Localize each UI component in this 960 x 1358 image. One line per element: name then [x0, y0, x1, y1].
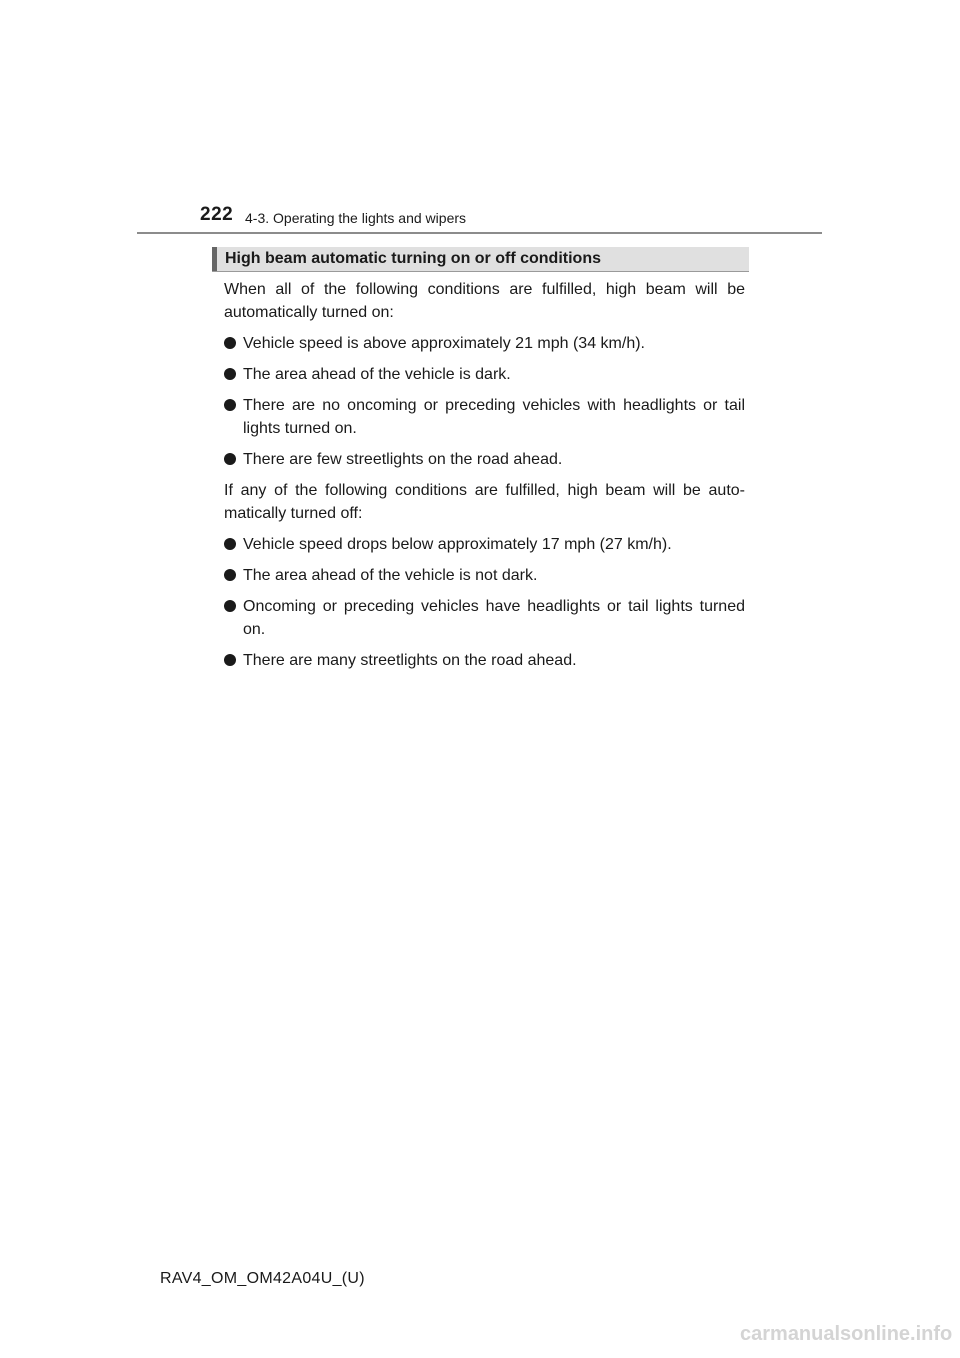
bullet-dot-icon [224, 337, 236, 349]
on-condition-text: Vehicle speed is above approximately 21 mph (34 km/h). [243, 335, 645, 352]
on-condition-item [224, 363, 745, 386]
off-condition-text: The area ahead of the vehicle is not dark. [243, 567, 538, 584]
content-body [224, 278, 745, 680]
on-condition-item [224, 394, 745, 440]
off-condition-text: There are many streetlights on the road ahead. [243, 652, 577, 669]
off-condition-text: Vehicle speed drops below approximately 17 mph (27 km/h). [243, 536, 672, 553]
section-title: 4-3. Operating the lights and wipers [245, 210, 467, 226]
watermark: carmanualsonline.info [740, 1323, 953, 1345]
off-condition-item [224, 564, 745, 587]
off-condition-item [224, 595, 745, 641]
off-condition-item [224, 533, 745, 556]
bullet-dot-icon [224, 600, 236, 612]
bullet-dot-icon [224, 538, 236, 550]
section-heading [212, 247, 749, 272]
on-condition-text: The area ahead of the vehicle is dark. [243, 366, 511, 383]
header-rule [137, 232, 822, 234]
on-condition-item [224, 332, 745, 355]
on-condition-item [224, 448, 745, 471]
bullet-dot-icon [224, 399, 236, 411]
on-condition-text: There are no oncoming or preceding vehicles with headlights or tail lights turned on. [243, 397, 745, 437]
bullet-dot-icon [224, 368, 236, 380]
footer-doc-code: RAV4_OM_OM42A04U_(U) [160, 1270, 365, 1287]
heading-accent-bar [212, 247, 217, 271]
off-intro-paragraph: If any of the following conditions are fulfilled, high beam will be auto-matically turned off: [224, 482, 745, 522]
bullet-dot-icon [224, 453, 236, 465]
off-condition-item [224, 649, 745, 672]
on-intro-paragraph: When all of the following conditions are fulfilled, high beam will be automatically turned on: [224, 281, 745, 321]
page-number: 222 [200, 204, 234, 225]
bullet-dot-icon [224, 569, 236, 581]
bullet-dot-icon [224, 654, 236, 666]
on-condition-text: There are few streetlights on the road ahead. [243, 451, 563, 468]
off-condition-text: Oncoming or preceding vehicles have headlights or tail lights turned on. [243, 598, 745, 638]
heading-text: High beam automatic turning on or off conditions [225, 250, 601, 267]
